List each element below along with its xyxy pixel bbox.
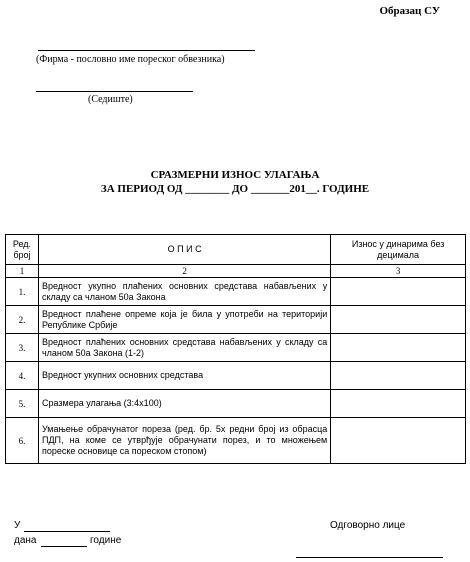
table-row bbox=[6, 362, 466, 390]
place-line[interactable] bbox=[24, 531, 110, 532]
row-description: Вредност укупно плаћених основних средстава набављених у складу са чланом 50а Закона bbox=[38, 278, 330, 306]
amount-cell[interactable] bbox=[331, 362, 466, 390]
row-number: 6. bbox=[6, 418, 39, 464]
form-code: Образац СУ bbox=[379, 5, 440, 17]
responsible-person-label: Одговорно лице bbox=[330, 520, 406, 531]
row-description: Вредност плаћене опреме која је била у употреби на територији Републике Србије bbox=[38, 306, 330, 334]
table-row bbox=[6, 278, 466, 306]
column-number: 2 bbox=[38, 265, 330, 278]
place-prefix: У bbox=[14, 520, 21, 531]
table-row bbox=[6, 418, 466, 464]
row-description: Вредност укупних основних средстава bbox=[38, 362, 330, 390]
column-number: 3 bbox=[331, 265, 466, 278]
date-suffix: године bbox=[90, 535, 122, 546]
table-row bbox=[6, 306, 466, 334]
row-description: Вредност плаћених основних средстава набављених у складу са чланом 50а Закона (1-2) bbox=[38, 334, 330, 362]
amount-cell[interactable] bbox=[331, 278, 466, 306]
row-number: 4. bbox=[6, 362, 39, 390]
date-label: дана bbox=[14, 535, 37, 546]
row-number: 5. bbox=[6, 390, 39, 418]
document-period: ЗА ПЕРИОД ОД ________ ДО _______201__. ГОДИНЕ bbox=[100, 183, 370, 195]
table-row bbox=[6, 390, 466, 418]
row-description: Умањење обрачунатог пореза (ред. бр. 5х редни број из обрасца ПДП, на коме се утврђује обрачунати порез, и то множењем пореске основице са пореском стопом) bbox=[38, 418, 330, 464]
header-amount: Износ у динарима без децимала bbox=[331, 235, 466, 265]
row-description: Сразмера улагања (3:4х100) bbox=[38, 390, 330, 418]
company-caption: (Фирма - пословно име пореског обвезника) bbox=[36, 54, 225, 65]
table-header-row bbox=[6, 235, 466, 265]
header-row-number: Ред. број bbox=[6, 235, 39, 265]
row-number: 1. bbox=[6, 278, 39, 306]
column-number-row bbox=[6, 265, 466, 278]
column-number: 1 bbox=[6, 265, 39, 278]
document-title: СРАЗМЕРНИ ИЗНОС УЛАГАЊА bbox=[150, 169, 320, 181]
date-line[interactable] bbox=[41, 546, 87, 547]
amount-cell[interactable] bbox=[331, 306, 466, 334]
seat-line[interactable] bbox=[36, 91, 193, 92]
investment-table bbox=[5, 234, 466, 464]
row-number: 3. bbox=[6, 334, 39, 362]
signature-line[interactable] bbox=[296, 557, 443, 558]
amount-cell[interactable] bbox=[331, 418, 466, 464]
header-description: О П И С bbox=[38, 235, 330, 265]
amount-cell[interactable] bbox=[331, 334, 466, 362]
table-row bbox=[6, 334, 466, 362]
company-name-line[interactable] bbox=[38, 50, 255, 51]
row-number: 2. bbox=[6, 306, 39, 334]
amount-cell[interactable] bbox=[331, 390, 466, 418]
seat-caption: (Седиште) bbox=[88, 94, 133, 105]
